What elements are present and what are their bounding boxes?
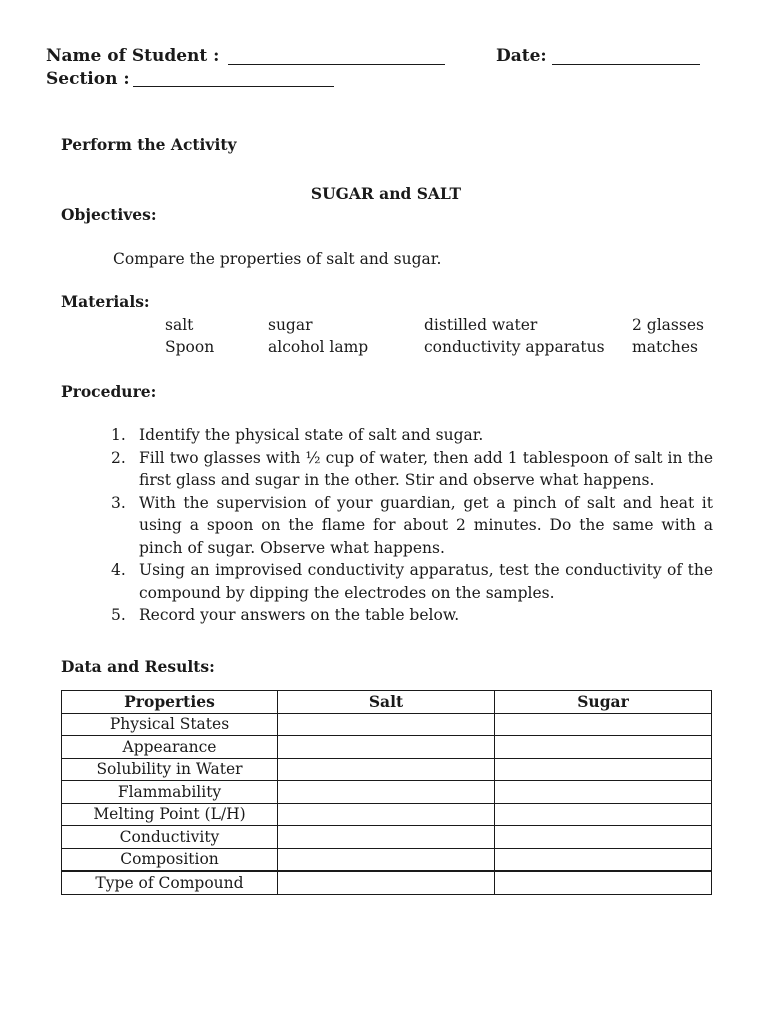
sugar-answer-cell[interactable] [495, 826, 712, 849]
sugar-answer-cell[interactable] [495, 871, 712, 894]
date-label: Date: [496, 46, 547, 66]
table-row [62, 713, 712, 736]
property-cell: Type of Compound [62, 871, 278, 894]
column-header-salt: Salt [278, 691, 495, 714]
material-item: 2 glasses [632, 316, 704, 334]
step-number: 3. [111, 493, 126, 512]
salt-answer-cell[interactable] [278, 781, 495, 804]
property-cell: Physical States [62, 713, 278, 736]
material-item: matches [632, 338, 698, 356]
table-header-row [62, 691, 712, 714]
step-text: Fill two glasses with ½ cup of water, then add 1 tablespoon of salt in the first glass and sugar in the other. Stir and observe what happens. [139, 448, 713, 489]
procedure-step [105, 604, 713, 627]
step-text: With the supervision of your guardian, get a pinch of salt and heat it using a spoon on the flame for about 2 minutes. Do the same with a pinch of sugar. Observe what happens. [139, 493, 713, 557]
step-number: 5. [111, 606, 126, 624]
step-number: 1. [111, 426, 126, 444]
step-text: Record your answers on the table below. [139, 606, 460, 624]
table-row [62, 826, 712, 849]
salt-answer-cell[interactable] [278, 826, 495, 849]
salt-answer-cell[interactable] [278, 736, 495, 759]
procedure-step [105, 424, 713, 447]
property-cell: Flammability [62, 781, 278, 804]
table-row [62, 781, 712, 804]
activity-title: SUGAR and SALT [310, 184, 462, 203]
salt-answer-cell[interactable] [278, 713, 495, 736]
material-item: distilled water [424, 316, 538, 334]
step-text: Identify the physical state of salt and sugar. [139, 426, 484, 444]
table-row [62, 848, 712, 871]
procedure-step [105, 559, 713, 604]
property-cell: Solubility in Water [62, 758, 278, 781]
sugar-answer-cell[interactable] [495, 803, 712, 826]
data-results-heading: Data and Results: [61, 657, 215, 676]
column-header-properties: Properties [62, 691, 278, 714]
sugar-answer-cell[interactable] [495, 713, 712, 736]
sugar-answer-cell[interactable] [495, 848, 712, 871]
sugar-answer-cell[interactable] [495, 736, 712, 759]
table-row [62, 758, 712, 781]
table-row [62, 736, 712, 759]
section-blank[interactable] [133, 86, 334, 87]
material-item: conductivity apparatus [424, 338, 605, 356]
property-cell: Melting Point (L/H) [62, 803, 278, 826]
salt-answer-cell[interactable] [278, 803, 495, 826]
date-blank[interactable] [552, 64, 700, 65]
material-item: salt [165, 316, 194, 334]
step-number: 2. [111, 448, 126, 467]
student-name-label: Name of Student : [46, 46, 220, 66]
sugar-answer-cell[interactable] [495, 758, 712, 781]
procedure-step [105, 447, 713, 492]
table-row [62, 871, 712, 894]
property-cell: Composition [62, 848, 278, 871]
property-cell: Conductivity [62, 826, 278, 849]
step-number: 4. [111, 561, 126, 579]
material-item: Spoon [165, 338, 215, 356]
step-text: Using an improvised conductivity apparatus, test the conductivity of the compound by dipping the electrodes on the samples. [139, 561, 713, 602]
procedure-step [105, 492, 713, 560]
perform-activity-heading: Perform the Activity [61, 135, 237, 154]
material-item: sugar [268, 316, 313, 334]
procedure-steps [105, 424, 713, 627]
section-label: Section : [46, 69, 130, 89]
results-table [61, 690, 712, 895]
material-item: alcohol lamp [268, 338, 369, 356]
procedure-heading: Procedure: [61, 382, 157, 401]
salt-answer-cell[interactable] [278, 758, 495, 781]
table-row [62, 803, 712, 826]
objective-text: Compare the properties of salt and sugar. [113, 250, 442, 268]
student-name-blank[interactable] [228, 64, 445, 65]
salt-answer-cell[interactable] [278, 848, 495, 871]
materials-heading: Materials: [61, 292, 150, 311]
sugar-answer-cell[interactable] [495, 781, 712, 804]
salt-answer-cell[interactable] [278, 871, 495, 894]
column-header-sugar: Sugar [495, 691, 712, 714]
objectives-heading: Objectives: [61, 205, 157, 224]
property-cell: Appearance [62, 736, 278, 759]
